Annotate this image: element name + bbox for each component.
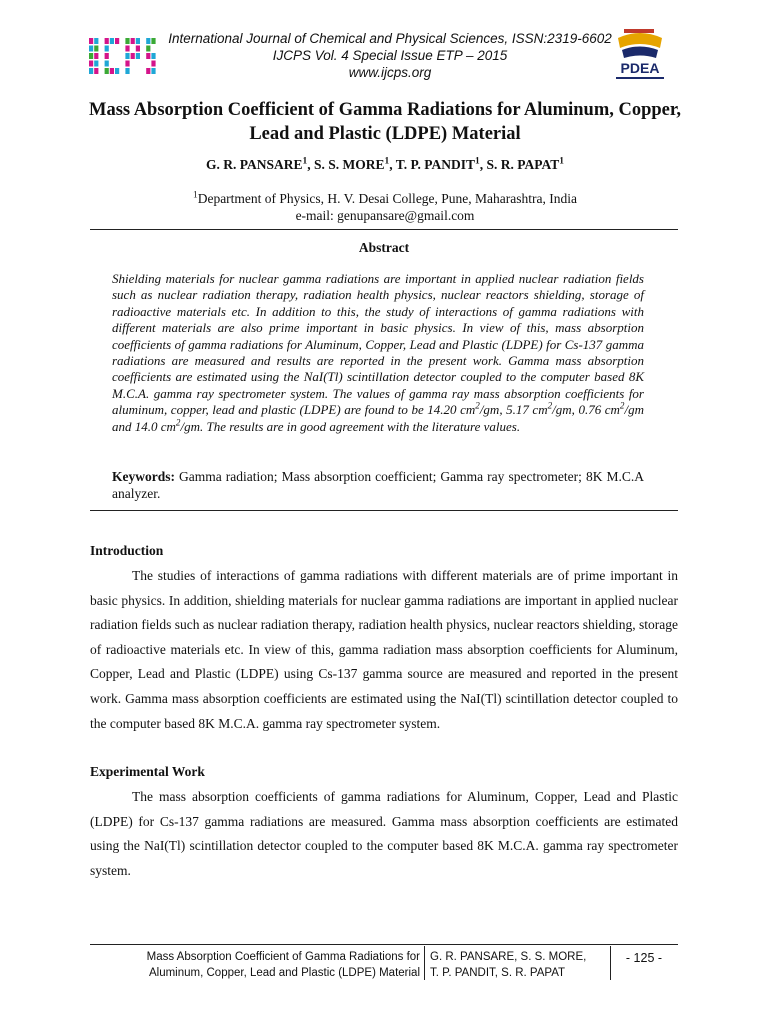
footer-rule [90, 944, 678, 945]
keywords-text: Gamma radiation; Mass absorption coefficient; Gamma ray spectrometer; 8K M.C.A analyzer. [112, 469, 644, 501]
ijcps-logo-icon [88, 34, 158, 78]
page-header [0, 0, 768, 90]
abstract-bottom-rule [90, 510, 678, 511]
experimental-paragraph: The mass absorption coefficients of gamma radiations for Aluminum, Copper, Lead and Plastic (LDPE) for Cs-137 gamma radiations are measured. Gamma mass absorption coefficients are estimated using the NaI(Tl) scintillation detector coupled to the computer based 8K M.C.A. gamma ray spectrometer system. [90, 789, 678, 878]
author-name: S. R. PAPAT [486, 157, 560, 172]
footer-divider [610, 946, 611, 980]
author-name: G. R. PANSARE [206, 157, 303, 172]
introduction-paragraph: The studies of interactions of gamma radiations with different materials are of prime important in basic physics. In addition, shielding materials for nuclear gamma radiations are important in applied nuclear radiation fields such as nuclear radiation therapy, radiation health physics, nuclear reactors shielding, storage of radioactive materials etc. In view of this, gamma radiation mass absorption coefficients for Aluminum, Copper, Lead and Plastic (LDPE) using Cs-137 gamma source are measured and reported in the present work. Gamma mass absorption coefficients are estimated using the NaI(Tl) scintillation detector coupled to the computer based 8K M.C.A. gamma ray spectrometer system. [90, 568, 678, 731]
section-heading-experimental-work: Experimental Work [90, 764, 205, 779]
journal-name: International Journal of Chemical and Physical Sciences, ISSN:2319-6602 [168, 31, 612, 46]
abstract-heading: Abstract [358, 240, 410, 255]
author-email[interactable]: e-mail: genupansare@gmail.com [295, 208, 475, 223]
keywords [112, 469, 644, 502]
section-heading-introduction: Introduction [90, 543, 164, 558]
abstract-top-rule [90, 229, 678, 230]
page-number: - 125 - [625, 951, 663, 965]
keywords-label: Keywords: [112, 469, 175, 484]
paper-title: Mass Absorption Coefficient of Gamma Radiations for Aluminum, Copper, Lead and Plastic (LDPE) Material [88, 100, 682, 144]
journal-issue: IJCPS Vol. 4 Special Issue ETP – 2015 [272, 48, 508, 63]
author-list: G. R. PANSARE$^1$, S. S. MORE$^1$, T. P. PANDIT$^1$, S. R. PAPAT$^1$ [206, 156, 564, 172]
author-name: S. S. MORE [314, 157, 385, 172]
pdea-logo-icon [610, 26, 670, 84]
abstract-text: Shielding materials for nuclear gamma radiations are important in applied nuclear radiation fields such as nuclear radiation therapy, radiation health physics, nuclear reactors shielding, storage of radioactive materials etc. In addition to this, the study of interactions of gamma radiations with different materials are also prime important in basic physics. In view of this, mass absorption coefficients of gamma radiations for Aluminum, Copper, Lead and Plastic (LDPE) for Cs-137 gamma radiations are measured and results are reported in the present work. Gamma mass absorption coefficients are estimated using the NaI(Tl) scintillation detector coupled to the computer based 8K M.C.A. gamma ray spectrometer system. The values of gamma ray mass absorption coefficients for aluminum, copper, lead and plastic (LDPE) are found to be 14.20 $cm^2/gm$, 5.17 $cm^2/gm$, 0.76 $cm^2/gm$ and 14.0 $cm^2/gm$. The results are in good agreement with the literature values. [112, 271, 644, 434]
department: Department of Physics, H. V. Desai College, Pune, Maharashtra, India [197, 191, 578, 206]
journal-header [160, 30, 620, 81]
footer-authors: G. R. PANSARE, S. S. MORE, T. P. PANDIT, S. R. PAPAT [430, 951, 587, 979]
author-name: T. P. PANDIT [395, 157, 476, 172]
journal-website[interactable]: www.ijcps.org [348, 65, 432, 80]
pdea-logo-text: PDEA [620, 60, 660, 76]
affiliation: $^1$Department of Physics, H. V. Desai College, Pune, Maharashtra, India e-mail: genupansare@gmail.com [70, 190, 700, 224]
footer-paper-title: Mass Absorption Coefficient of Gamma Radiations for Aluminum, Copper, Lead and Plastic (LDPE) Material [146, 951, 420, 979]
footer-divider [424, 946, 425, 980]
